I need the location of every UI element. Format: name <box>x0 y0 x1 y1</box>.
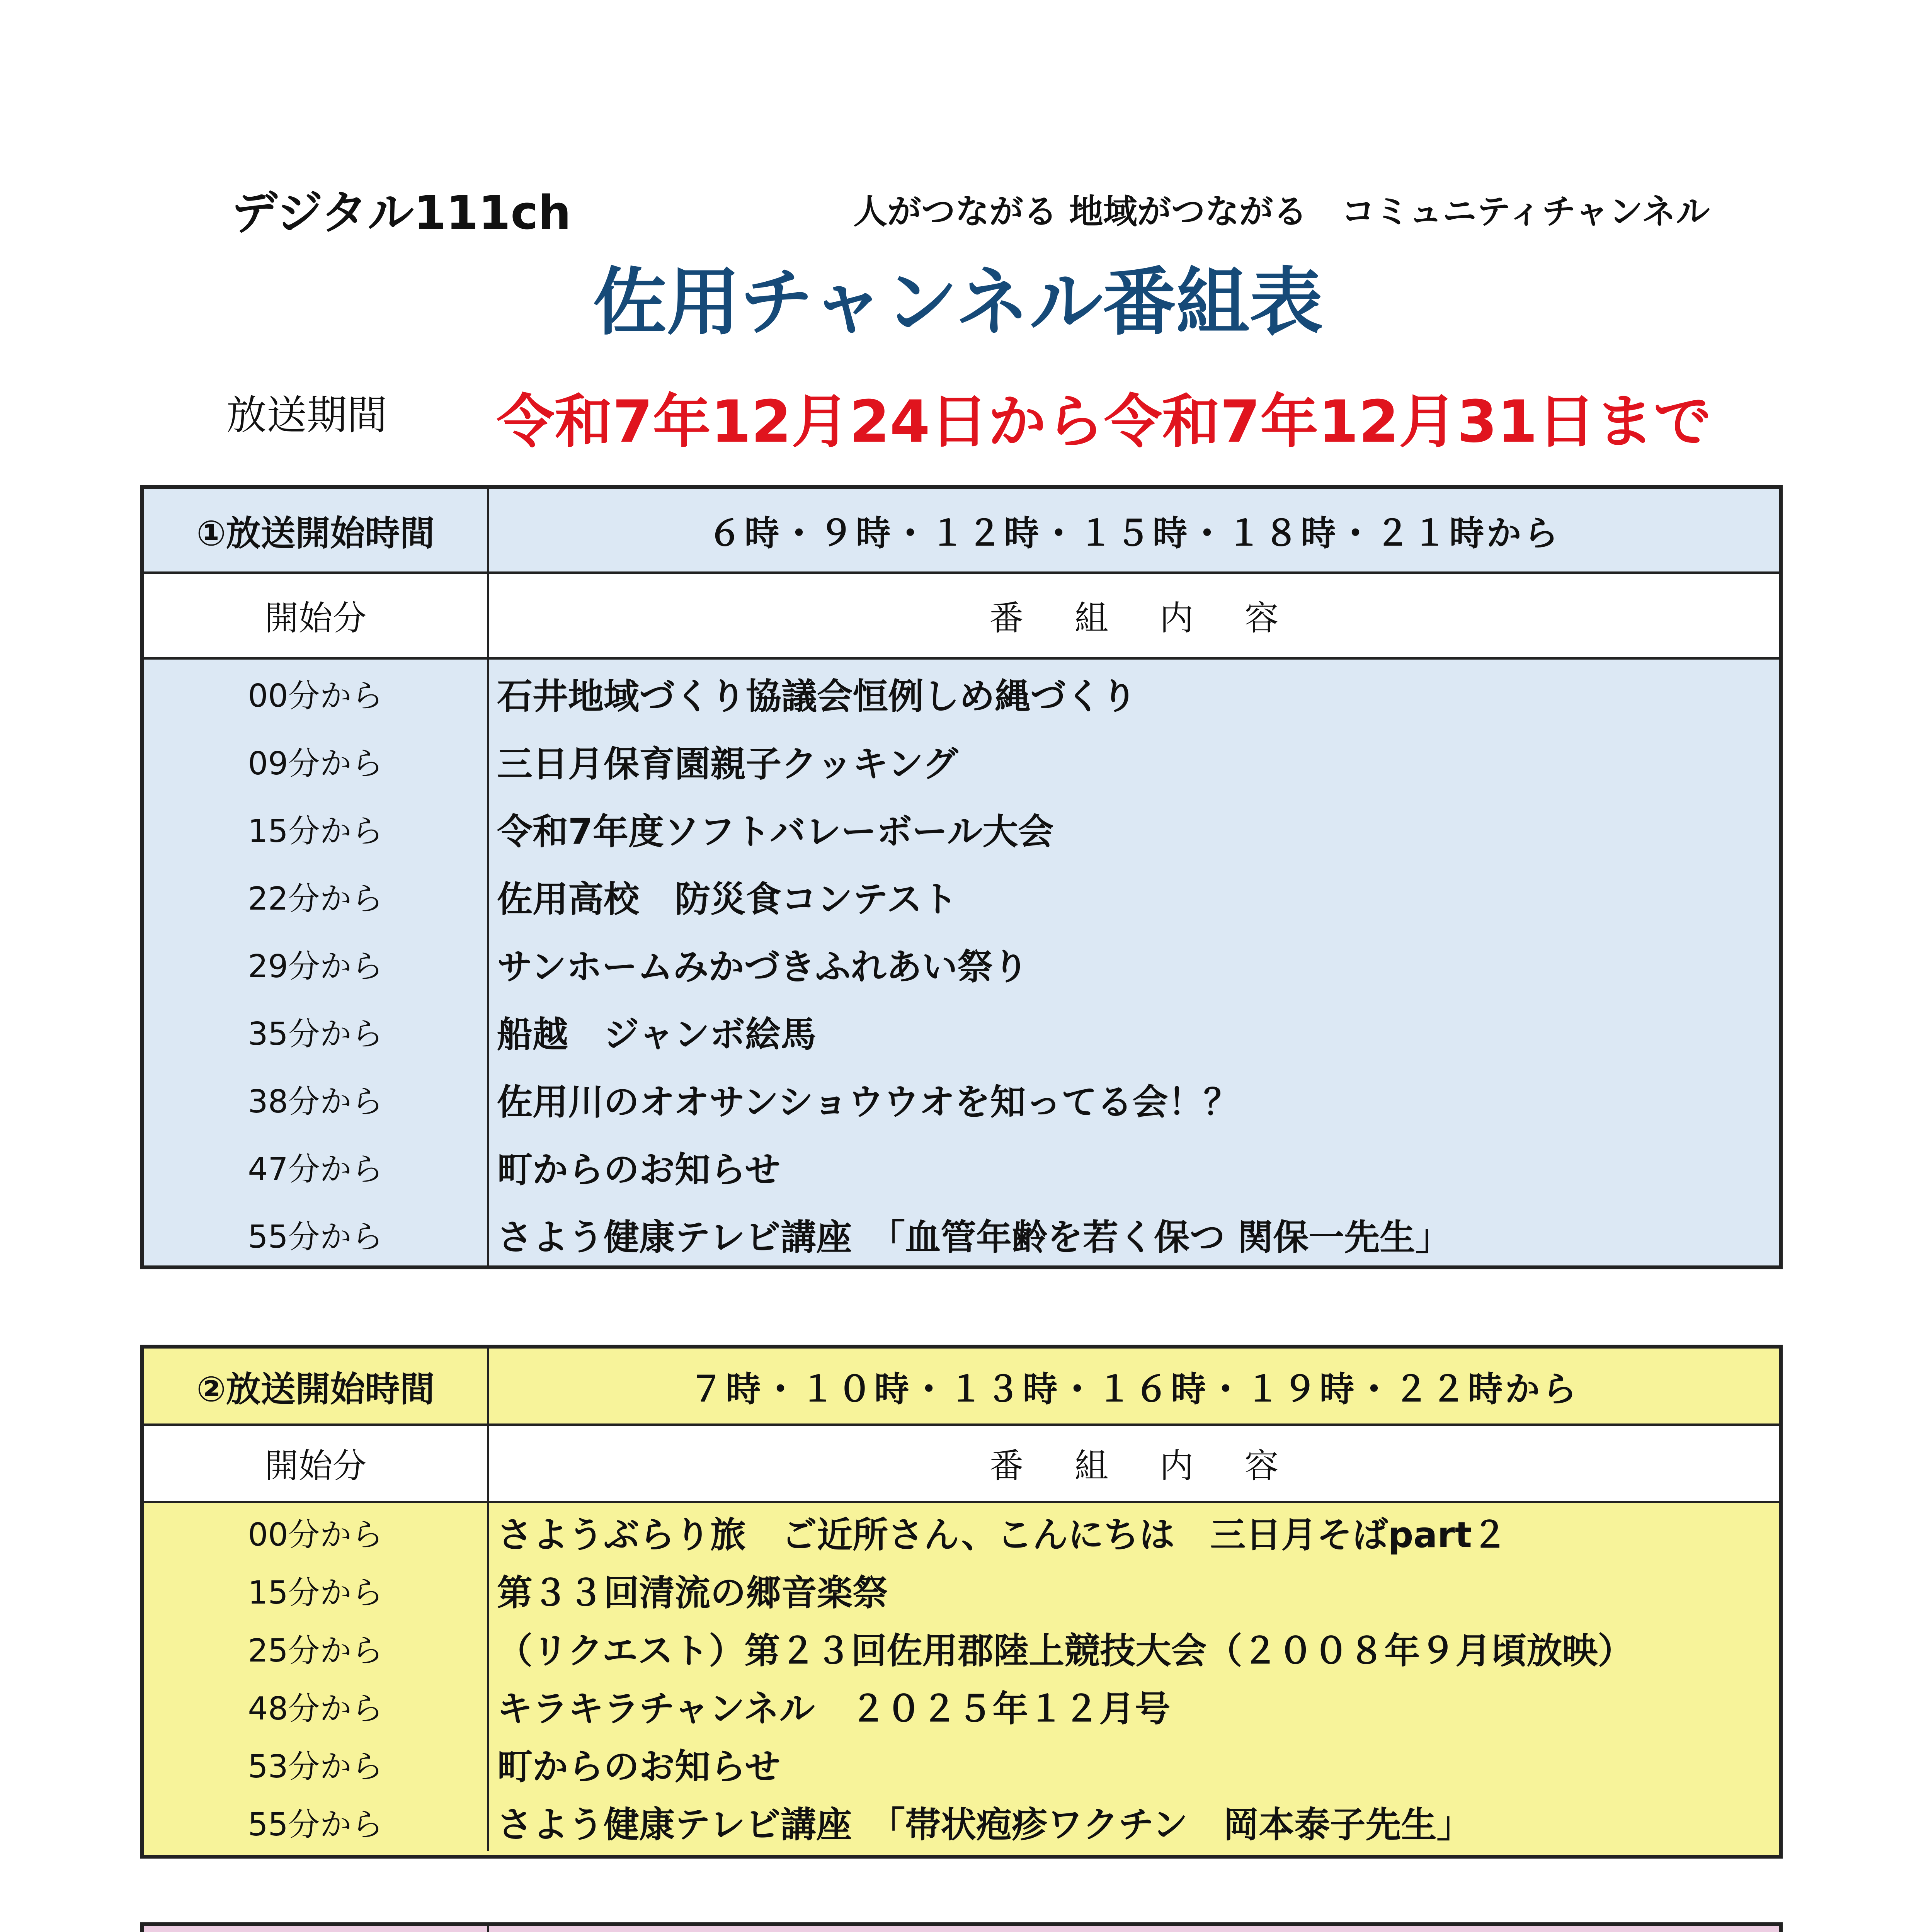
program-cell: 令和7年度ソフトバレーボール大会 <box>497 811 1054 852</box>
schedule-body <box>144 660 1779 1268</box>
schedule-header-row <box>144 1926 1779 1932</box>
program-cell: （リクエスト）第２３回佐用郡陸上競技大会（２００８年９月頃放映） <box>497 1630 1634 1672</box>
start-minute-header: 開始分 <box>144 1426 489 1501</box>
schedule-label <box>144 1926 489 1932</box>
program-header-char: 番 <box>989 598 1024 638</box>
period-label: 放送期間 <box>226 391 388 439</box>
program-cell: 町からのお知らせ <box>497 1149 781 1190</box>
minute-cell: 15分から <box>248 1574 383 1611</box>
period-value: 令和7年12月24日から令和7年12月31日まで <box>497 388 1712 456</box>
program-cell: キラキラチャンネル ２０２５年１２月号 <box>497 1688 1171 1730</box>
schedule-label: ①放送開始時間 <box>144 489 489 571</box>
page-title: 佐用チャンネル番組表 <box>593 260 1323 345</box>
schedule-times <box>489 1926 1779 1932</box>
program-cell: さようぶらり旅 ご近所さん、こんにちは 三日月そばpart２ <box>497 1514 1508 1556</box>
schedule-times: ６時・９時・１２時・１５時・１８時・２１時から <box>707 513 1561 554</box>
minute-cell: 29分から <box>248 948 383 985</box>
schedule-label: ②放送開始時間 <box>144 1349 489 1423</box>
minute-cell: 38分から <box>248 1083 383 1120</box>
program-header-char: 容 <box>1244 1446 1279 1486</box>
minute-cell: 00分から <box>248 678 383 714</box>
schedule-body <box>144 1503 1779 1851</box>
schedule-table-1 <box>140 485 1783 1269</box>
minute-cell: 22分から <box>248 881 383 917</box>
program-header <box>489 1426 1779 1501</box>
channel-number: デジタル111ch <box>231 186 571 240</box>
program-header-char: 内 <box>1159 1446 1194 1486</box>
schedule-header-row <box>144 489 1779 574</box>
minute-cell: 00分から <box>248 1516 383 1553</box>
minute-cell: 47分から <box>248 1151 383 1188</box>
minute-cell: 55分から <box>248 1806 383 1843</box>
program-header-char: 容 <box>1244 598 1279 638</box>
minute-cell: 35分から <box>248 1016 383 1053</box>
program-column <box>489 1503 1779 1851</box>
program-cell: 船越 ジャンボ絵馬 <box>497 1014 817 1055</box>
program-cell: 佐用高校 防災食コンテスト <box>497 878 958 920</box>
schedule-table-3 <box>140 1922 1783 1932</box>
program-cell: 三日月保育園親子クッキング <box>497 743 958 785</box>
program-cell: 佐用川のオオサンショウウオを知ってる会！？ <box>497 1081 1239 1123</box>
minute-cell: 53分から <box>248 1748 383 1785</box>
minute-cell: 55分から <box>248 1219 383 1255</box>
column-header-row <box>144 574 1779 660</box>
schedule-header-row <box>144 1349 1779 1426</box>
tagline: 人がつながる 地域がつながる コミュニティチャンネル <box>853 192 1710 231</box>
program-header <box>489 574 1779 657</box>
program-cell: 第３３回清流の郷音楽祭 <box>497 1572 888 1614</box>
minute-cell: 25分から <box>248 1632 383 1669</box>
program-cell: サンホームみかづきふれあい祭り <box>497 946 1029 988</box>
program-column <box>489 660 1779 1268</box>
program-header-char: 組 <box>1074 598 1109 638</box>
minute-column <box>144 660 489 1268</box>
program-header-char: 番 <box>989 1446 1024 1486</box>
start-minute-header: 開始分 <box>144 574 489 657</box>
schedule-table-2 <box>140 1345 1783 1859</box>
minute-cell: 48分から <box>248 1690 383 1727</box>
program-cell: さよう健康テレビ講座 「血管年齢を若く保つ 関保一先生」 <box>497 1216 1451 1258</box>
minute-cell: 09分から <box>248 745 383 782</box>
program-cell: さよう健康テレビ講座 「帯状疱疹ワクチン 岡本泰子先生」 <box>497 1804 1472 1845</box>
program-cell: 石井地域づくり協議会恒例しめ縄づくり <box>497 675 1137 717</box>
column-header-row <box>144 1426 1779 1503</box>
program-header-char: 内 <box>1159 598 1194 638</box>
program-cell: 町からのお知らせ <box>497 1746 781 1787</box>
schedule-times: ７時・１０時・１３時・１６時・１９時・２２時から <box>689 1369 1579 1410</box>
minute-column <box>144 1503 489 1851</box>
program-header-char: 組 <box>1074 1446 1109 1486</box>
minute-cell: 15分から <box>248 813 383 850</box>
